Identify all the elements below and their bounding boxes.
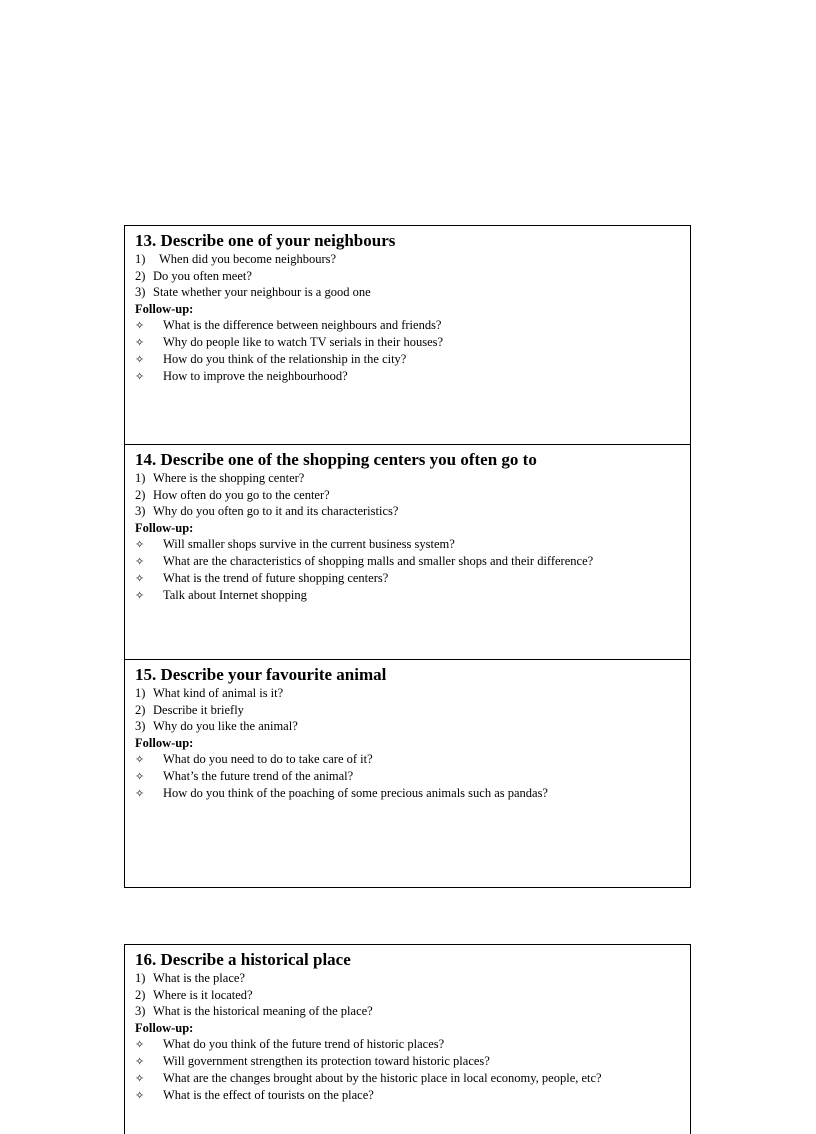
topic-card-16 <box>124 944 691 1134</box>
diamond-bullet-icon: ✧ <box>135 369 145 383</box>
question-item: 2) How often do you go to the center? <box>135 487 330 502</box>
followup-item: ✧ How do you think of the poaching of some precious animals such as pandas? <box>135 785 548 800</box>
card-title: 15. Describe your favourite animal <box>135 665 387 684</box>
question-item: 3) What is the historical meaning of the place? <box>135 1004 373 1018</box>
question-item: 2) Do you often meet? <box>135 268 252 283</box>
question-item: 1) When did you become neighbours? <box>135 252 337 266</box>
followup-item: ✧ Will government strengthen its protection toward historic places? <box>135 1053 490 1068</box>
question-item: 3) State whether your neighbour is a good one <box>135 285 371 299</box>
followup-item: ✧ What are the changes brought about by the historic place in local economy, people, etc? <box>135 1070 602 1085</box>
diamond-bullet-icon: ✧ <box>135 588 145 602</box>
followup-label: Follow-up: <box>135 1020 194 1035</box>
question-item: 3) Why do you like the animal? <box>135 719 298 733</box>
followup-item: ✧ What’s the future trend of the animal? <box>135 768 354 783</box>
question-item: 2) Describe it briefly <box>135 702 244 717</box>
question-item: 1) Where is the shopping center? <box>135 471 305 485</box>
followup-item: ✧ Will smaller shops survive in the current business system? <box>135 536 455 551</box>
question-item: 1) What kind of animal is it? <box>135 686 284 700</box>
followup-label: Follow-up: <box>135 735 194 750</box>
question-item: 2) Where is it located? <box>135 987 253 1002</box>
followup-item: ✧ What are the characteristics of shopping malls and smaller shops and their difference? <box>135 553 594 568</box>
diamond-bullet-icon: ✧ <box>135 318 145 332</box>
topic-card-14 <box>124 444 691 660</box>
diamond-bullet-icon: ✧ <box>135 1054 145 1068</box>
diamond-bullet-icon: ✧ <box>135 352 145 366</box>
topic-card-13 <box>124 225 691 445</box>
followup-item: ✧ Talk about Internet shopping <box>135 587 307 602</box>
followup-item: ✧ What do you need to do to take care of it? <box>135 751 373 766</box>
followup-item: ✧ How do you think of the relationship in the city? <box>135 351 407 366</box>
followup-label: Follow-up: <box>135 520 194 535</box>
diamond-bullet-icon: ✧ <box>135 554 145 568</box>
followup-item: ✧ Why do people like to watch TV serials in their houses? <box>135 334 444 349</box>
followup-item: ✧ What do you think of the future trend of historic places? <box>135 1036 445 1051</box>
followup-item: ✧ What is the effect of tourists on the place? <box>135 1087 374 1102</box>
diamond-bullet-icon: ✧ <box>135 769 145 783</box>
followup-item: ✧ What is the difference between neighbours and friends? <box>135 317 442 332</box>
followup-item: ✧ How to improve the neighbourhood? <box>135 368 348 383</box>
diamond-bullet-icon: ✧ <box>135 335 145 349</box>
card-title: 16. Describe a historical place <box>135 950 351 969</box>
question-item: 3) Why do you often go to it and its characteristics? <box>135 504 399 518</box>
diamond-bullet-icon: ✧ <box>135 1088 145 1102</box>
card-title: 14. Describe one of the shopping centers you often go to <box>135 450 537 469</box>
question-item: 1) What is the place? <box>135 971 245 985</box>
diamond-bullet-icon: ✧ <box>135 537 145 551</box>
diamond-bullet-icon: ✧ <box>135 571 145 585</box>
diamond-bullet-icon: ✧ <box>135 1037 145 1051</box>
card-title: 13. Describe one of your neighbours <box>135 231 396 250</box>
followup-label: Follow-up: <box>135 301 194 316</box>
topic-card-15 <box>124 659 691 888</box>
diamond-bullet-icon: ✧ <box>135 786 145 800</box>
diamond-bullet-icon: ✧ <box>135 1071 145 1085</box>
diamond-bullet-icon: ✧ <box>135 752 145 766</box>
followup-item: ✧ What is the trend of future shopping centers? <box>135 570 389 585</box>
